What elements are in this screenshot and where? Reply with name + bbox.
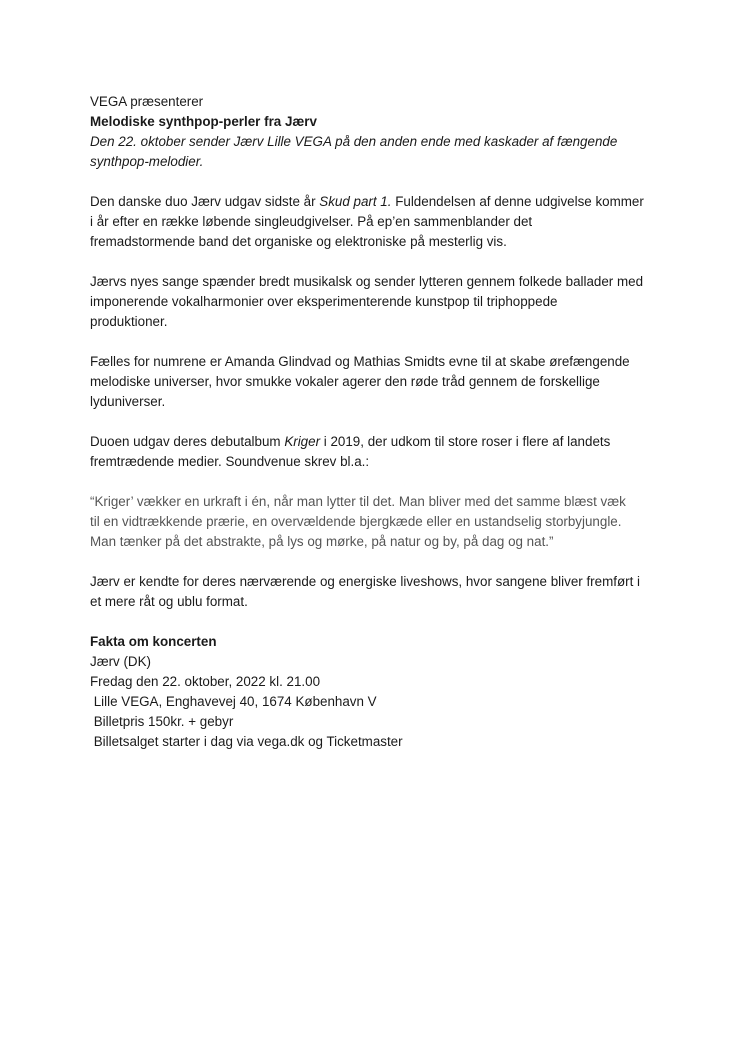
paragraph-liveshows [90, 572, 670, 612]
press-release-document [90, 92, 670, 752]
text-run: Duoen udgav deres debutalbum [90, 434, 285, 449]
paragraph-debut [90, 432, 670, 472]
lead-line-1: Den 22. oktober sender Jærv Lille VEGA på den anden ende med kaskader af fængende [90, 134, 618, 149]
document-title: Melodiske synthpop-perler fra Jærv [90, 114, 317, 129]
paragraph-line: Jærv er kendte for deres nærværende og energiske liveshows, hvor sangene bliver fremført i [90, 574, 641, 589]
paragraph-line: melodiske universer, hvor smukke vokaler agerer den røde tråd gennem de forskellige [90, 374, 600, 389]
paragraph-songs [90, 272, 670, 332]
review-quote [90, 492, 670, 552]
facts-price: Billetpris 150kr. + gebyr [90, 714, 234, 729]
facts-heading: Fakta om koncerten [90, 634, 217, 649]
quote-line: til en vidtrækkende prærie, en overvældende bjergkæde eller en ustandselig storbyjungle. [90, 514, 622, 529]
concert-facts [90, 632, 670, 752]
quote-line: Man tænker på det abstrakte, på lys og mørke, på natur og by, på dag og nat.” [90, 534, 554, 549]
presenter-line: VEGA præsenterer [90, 94, 204, 109]
paragraph-line: fremadstormende band det organiske og elektroniske på mesterlig vis. [90, 234, 507, 249]
facts-venue: Lille VEGA, Enghavevej 40, 1674 København V [90, 694, 377, 709]
text-run: Fuldendelsen af denne udgivelse kommer [391, 194, 644, 209]
paragraph-line: lyduniverser. [90, 394, 166, 409]
paragraph-line: imponerende vokalharmonier over eksperimenterende kunstpop til triphoppede [90, 294, 558, 309]
paragraph-line: Jærvs nyes sange spænder bredt musikalsk og sender lytteren gennem folkede ballader med [90, 274, 644, 289]
spacer [90, 252, 670, 272]
album-title: Kriger [284, 434, 321, 449]
spacer [90, 172, 670, 192]
lead-line-2: synthpop-melodier. [90, 154, 204, 169]
paragraph-line [90, 432, 670, 452]
paragraph-line: et mere råt og ublu format. [90, 594, 248, 609]
paragraph-line: produktioner. [90, 314, 168, 329]
facts-ticket-sale: Billetsalget starter i dag via vega.dk og Ticketmaster [90, 734, 403, 749]
paragraph-release [90, 192, 670, 252]
spacer [90, 552, 670, 572]
spacer [90, 612, 670, 632]
ep-title: Skud part 1. [319, 194, 392, 209]
spacer [90, 412, 670, 432]
paragraph-line [90, 192, 670, 212]
paragraph-line: fremtrædende medier. Soundvenue skrev bl.a.: [90, 454, 370, 469]
spacer [90, 332, 670, 352]
text-run: i 2019, der udkom til store roser i flere af landets [320, 434, 611, 449]
paragraph-members [90, 352, 670, 412]
spacer [90, 472, 670, 492]
facts-date: Fredag den 22. oktober, 2022 kl. 21.00 [90, 674, 321, 689]
quote-line: “Kriger’ vækker en urkraft i én, når man lytter til det. Man bliver med det samme blæst væk [90, 494, 626, 509]
paragraph-line: Fælles for numrene er Amanda Glindvad og Mathias Smidts evne til at skabe ørefængende [90, 354, 630, 369]
paragraph-line: i år efter en række løbende singleudgivelser. På ep’en sammenblander det [90, 214, 533, 229]
text-run: Den danske duo Jærv udgav sidste år [90, 194, 320, 209]
facts-artist: Jærv (DK) [90, 654, 151, 669]
